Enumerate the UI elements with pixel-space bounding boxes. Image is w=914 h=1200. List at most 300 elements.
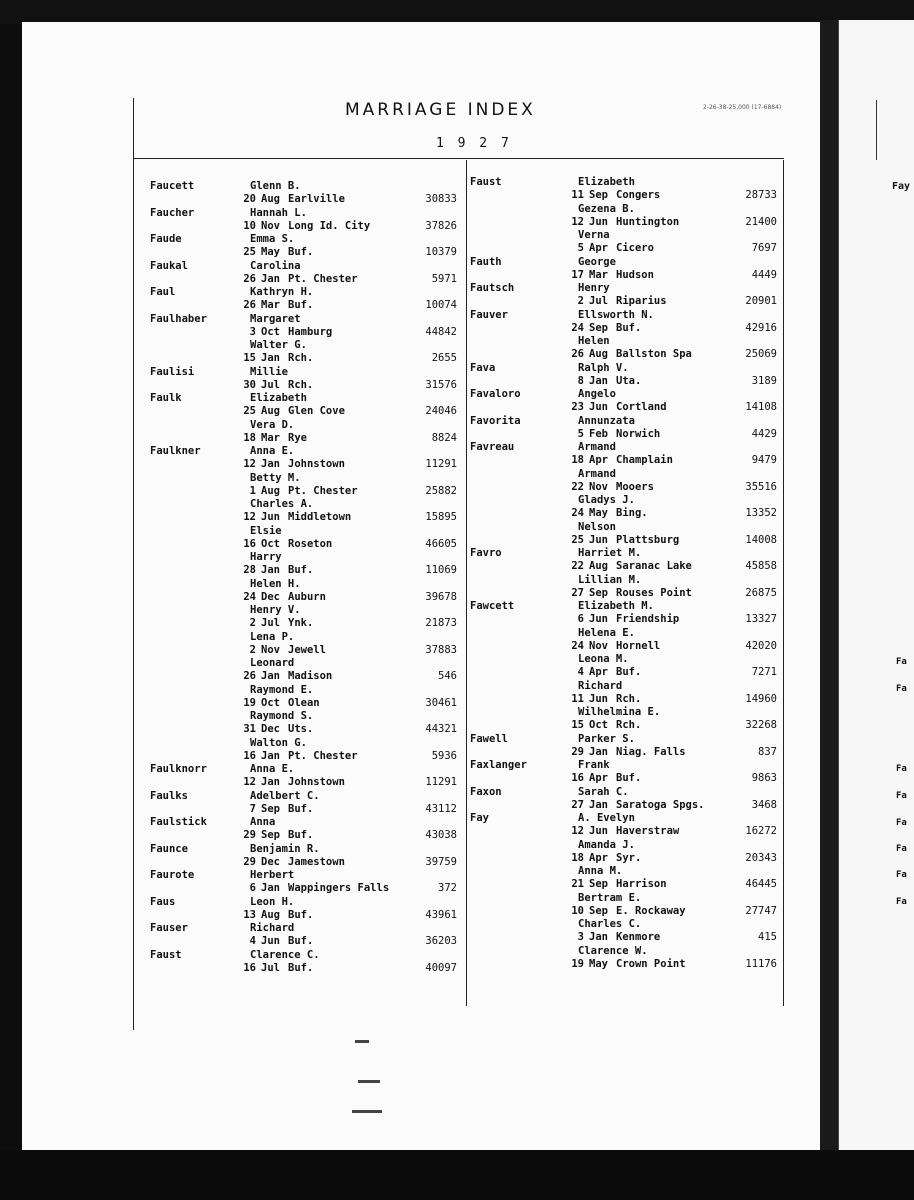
entry-day: 26 bbox=[571, 348, 584, 360]
entry-surname: Faus bbox=[150, 895, 176, 908]
entry-number: 39678 bbox=[425, 590, 457, 603]
scan-top-border bbox=[0, 0, 914, 24]
entry-month: Apr bbox=[589, 242, 608, 254]
entry-place: Crown Point bbox=[616, 957, 686, 970]
next-page-heading: Fay bbox=[892, 181, 911, 192]
index-year: 1 9 2 7 bbox=[436, 136, 512, 151]
entry-place: Kenmore bbox=[616, 931, 661, 943]
entry-place: E. Rockaway bbox=[616, 904, 686, 917]
entry-given-name: Margaret bbox=[250, 312, 301, 325]
entry-day: 12 bbox=[243, 511, 256, 523]
entry-surname: Faulk bbox=[150, 392, 182, 404]
entry-given-name: Benjamin R. bbox=[250, 842, 320, 855]
entry-number: 26875 bbox=[745, 586, 777, 599]
entry-place: Buf. bbox=[288, 802, 314, 815]
entry-place: Norwich bbox=[616, 427, 661, 440]
entry-number: 4429 bbox=[751, 427, 777, 440]
entry-number: 13327 bbox=[745, 613, 777, 625]
entry-day: 29 bbox=[243, 829, 256, 841]
entry-month: Jan bbox=[589, 798, 608, 811]
entry-number: 43112 bbox=[425, 802, 457, 815]
entry-surname: Faulknorr bbox=[150, 763, 207, 775]
entry-place: Pt. Chester bbox=[288, 272, 358, 285]
entry-given-name: Raymond E. bbox=[250, 683, 314, 696]
entry-month: Dec bbox=[261, 855, 280, 868]
entry-given-name: Lena P. bbox=[250, 630, 295, 643]
entry-number: 3189 bbox=[751, 374, 777, 387]
entry-given-name: Millie bbox=[250, 365, 288, 378]
entry-month: Jul bbox=[261, 617, 280, 629]
entry-month: Jan bbox=[589, 374, 608, 387]
entry-day: 25 bbox=[243, 405, 256, 417]
entry-given-name: Elizabeth bbox=[578, 176, 635, 188]
entry-month: Aug bbox=[589, 560, 608, 572]
entry-day: 2 bbox=[249, 617, 256, 629]
entry-given-name: Anna M. bbox=[578, 865, 623, 877]
entry-surname: Faucher bbox=[150, 206, 195, 219]
entry-surname: Faukal bbox=[150, 259, 188, 272]
entry-day: 11 bbox=[571, 189, 584, 201]
entry-given-name: Harriet M. bbox=[578, 547, 642, 559]
entry-place: Ynk. bbox=[288, 617, 314, 629]
entry-day: 19 bbox=[571, 957, 584, 970]
entry-day: 19 bbox=[243, 696, 256, 709]
entry-place: Buf. bbox=[288, 908, 314, 921]
page-title: MARRIAGE INDEX bbox=[345, 100, 536, 120]
entry-place: Buf. bbox=[616, 666, 642, 678]
entry-day: 6 bbox=[249, 882, 256, 894]
entry-place: Plattsburg bbox=[616, 533, 680, 546]
entry-day: 1 bbox=[249, 484, 256, 497]
entry-given-name: Vera D. bbox=[250, 418, 295, 431]
entry-surname: Fawcett bbox=[470, 600, 515, 612]
entry-given-name: Anna E. bbox=[250, 763, 295, 775]
entry-day: 12 bbox=[571, 215, 584, 228]
entry-month: May bbox=[261, 246, 280, 258]
entry-given-name: Armand bbox=[578, 467, 616, 480]
entry-month: Aug bbox=[261, 908, 280, 921]
entry-given-name: Leona M. bbox=[578, 653, 629, 665]
entry-month: Nov bbox=[589, 639, 608, 652]
entry-given-name: Leonard bbox=[250, 657, 295, 669]
entry-given-name: Emma S. bbox=[250, 233, 295, 245]
entry-number: 37883 bbox=[425, 643, 457, 656]
entry-day: 5 bbox=[577, 242, 584, 254]
entry-surname: Faulkner bbox=[150, 445, 201, 457]
entry-place: Riparius bbox=[616, 295, 667, 307]
entry-place: Rch. bbox=[288, 378, 314, 391]
entry-surname: Faurote bbox=[150, 869, 195, 881]
entry-given-name: George bbox=[578, 255, 616, 268]
entry-surname: Fautsch bbox=[470, 282, 515, 294]
entry-month: Jun bbox=[589, 825, 608, 837]
next-page-fragment: Fa bbox=[896, 897, 907, 907]
entry-month: Jan bbox=[261, 776, 280, 788]
entry-number: 36203 bbox=[425, 935, 457, 947]
entry-given-name: Clarence C. bbox=[250, 948, 320, 961]
entry-number: 43961 bbox=[425, 908, 457, 921]
entry-given-name: Kathryn H. bbox=[250, 286, 314, 298]
entry-surname: Faulhaber bbox=[150, 312, 207, 325]
entry-number: 21873 bbox=[425, 617, 457, 629]
entry-month: Sep bbox=[589, 878, 608, 890]
entry-day: 29 bbox=[243, 855, 256, 868]
entry-month: May bbox=[589, 957, 608, 970]
entry-day: 18 bbox=[571, 454, 584, 466]
entry-month: Oct bbox=[261, 537, 280, 550]
entry-month: Mar bbox=[261, 431, 280, 444]
entry-number: 30833 bbox=[425, 193, 457, 205]
scan-smudge bbox=[352, 1110, 382, 1113]
entry-number: 44321 bbox=[425, 723, 457, 735]
next-page-fragment: Fa bbox=[896, 844, 907, 854]
entry-number: 24046 bbox=[425, 405, 457, 417]
entry-day: 27 bbox=[571, 586, 584, 599]
entry-place: Friendship bbox=[616, 613, 680, 625]
entry-month: Jan bbox=[261, 272, 280, 285]
entry-place: Johnstown bbox=[288, 776, 345, 788]
entry-surname: Fawell bbox=[470, 732, 508, 745]
entry-month: Nov bbox=[261, 219, 280, 232]
entry-surname: Fauser bbox=[150, 922, 188, 934]
entry-day: 18 bbox=[571, 851, 584, 864]
entry-number: 372 bbox=[438, 882, 457, 894]
entry-number: 14960 bbox=[745, 692, 777, 705]
entry-given-name: Anna E. bbox=[250, 445, 295, 457]
entry-given-name: Helena E. bbox=[578, 626, 635, 639]
entry-given-name: Carolina bbox=[250, 259, 301, 272]
entry-month: Apr bbox=[589, 851, 608, 864]
entry-place: Rch. bbox=[288, 352, 314, 364]
entry-place: Madison bbox=[288, 670, 333, 682]
entry-day: 16 bbox=[243, 749, 256, 762]
entry-number: 20901 bbox=[745, 295, 777, 307]
entry-given-name: Annunzata bbox=[578, 414, 635, 427]
entry-month: Jun bbox=[589, 215, 608, 228]
next-page-fragment: Fa bbox=[896, 791, 907, 801]
entry-day: 17 bbox=[571, 268, 584, 281]
entry-given-name: Walton G. bbox=[250, 736, 307, 749]
entry-month: Feb bbox=[589, 427, 608, 440]
entry-month: Jan bbox=[589, 931, 608, 943]
entry-day: 15 bbox=[571, 719, 584, 731]
entry-day: 12 bbox=[243, 458, 256, 470]
entry-place: Haverstraw bbox=[616, 825, 680, 837]
entry-place: Saranac Lake bbox=[616, 560, 692, 572]
next-page-fragment: Fa bbox=[896, 764, 907, 774]
next-page-rule bbox=[876, 100, 877, 160]
entry-given-name: Betty M. bbox=[250, 471, 301, 484]
entry-month: Sep bbox=[589, 321, 608, 334]
entry-number: 13352 bbox=[745, 507, 777, 519]
entry-month: Jun bbox=[589, 613, 608, 625]
entry-day: 26 bbox=[243, 299, 256, 311]
entry-month: Aug bbox=[261, 405, 280, 417]
entry-number: 9863 bbox=[751, 772, 777, 784]
entry-place: Cicero bbox=[616, 242, 654, 254]
entry-day: 18 bbox=[243, 431, 256, 444]
entry-day: 4 bbox=[577, 666, 584, 678]
entry-given-name: Armand bbox=[578, 441, 616, 453]
entry-place: Long Id. City bbox=[288, 219, 371, 232]
entry-day: 6 bbox=[577, 613, 584, 625]
entry-place: Jewell bbox=[288, 643, 326, 656]
entry-day: 28 bbox=[243, 564, 256, 576]
entry-surname: Fay bbox=[470, 812, 489, 824]
next-page-fragment: Fa bbox=[896, 657, 907, 667]
entry-surname: Favaloro bbox=[470, 388, 521, 400]
entry-month: Jan bbox=[261, 352, 280, 364]
entry-month: Jul bbox=[589, 295, 608, 307]
entry-given-name: Richard bbox=[578, 679, 623, 692]
entry-number: 11176 bbox=[745, 957, 777, 970]
entry-month: Mar bbox=[261, 299, 280, 311]
entry-place: Buf. bbox=[616, 321, 642, 334]
entry-number: 2655 bbox=[431, 352, 457, 364]
form-code: 2-26-38-25,000 (17-6884) bbox=[703, 104, 782, 111]
entry-given-name: Elizabeth bbox=[250, 392, 307, 404]
entry-month: Oct bbox=[261, 696, 280, 709]
entry-given-name: Harry bbox=[250, 551, 282, 563]
entry-number: 8824 bbox=[431, 431, 457, 444]
entry-month: May bbox=[589, 507, 608, 519]
entry-surname: Faulisi bbox=[150, 365, 195, 378]
entry-day: 13 bbox=[243, 908, 256, 921]
entry-given-name: Nelson bbox=[578, 520, 616, 533]
entry-place: Mooers bbox=[616, 480, 654, 493]
entry-month: Jun bbox=[261, 935, 280, 947]
entry-month: Apr bbox=[589, 454, 608, 466]
entry-number: 5971 bbox=[431, 272, 457, 285]
entry-month: Apr bbox=[589, 772, 608, 784]
entry-day: 24 bbox=[571, 321, 584, 334]
entry-month: Oct bbox=[261, 325, 280, 338]
entry-surname: Faulstick bbox=[150, 816, 207, 828]
entry-given-name: Gezena B. bbox=[578, 202, 635, 215]
entry-day: 8 bbox=[577, 374, 584, 387]
entry-place: Hudson bbox=[616, 268, 654, 281]
header-rule bbox=[133, 158, 784, 159]
entry-surname: Faust bbox=[470, 176, 502, 188]
entry-month: Apr bbox=[589, 666, 608, 678]
entry-number: 28733 bbox=[745, 189, 777, 201]
entry-place: Congers bbox=[616, 189, 661, 201]
entry-number: 35516 bbox=[745, 480, 777, 493]
entry-place: Earlville bbox=[288, 193, 345, 205]
entry-month: Jan bbox=[261, 458, 280, 470]
entry-place: Buf. bbox=[288, 829, 314, 841]
entry-month: Sep bbox=[589, 586, 608, 599]
entry-place: Buf. bbox=[616, 772, 642, 784]
entry-given-name: Helen H. bbox=[250, 577, 301, 590]
entry-given-name: Anna bbox=[250, 816, 276, 828]
entry-day: 16 bbox=[243, 961, 256, 974]
entry-given-name: Bertram E. bbox=[578, 891, 642, 904]
entry-place: Hornell bbox=[616, 639, 661, 652]
entry-month: Jun bbox=[589, 692, 608, 705]
entry-day: 30 bbox=[243, 378, 256, 391]
entry-place: Jamestown bbox=[288, 855, 345, 868]
entry-place: Buf. bbox=[288, 564, 314, 576]
entry-day: 24 bbox=[571, 639, 584, 652]
entry-given-name: Lillian M. bbox=[578, 573, 642, 586]
entry-number: 21400 bbox=[745, 215, 777, 228]
entry-number: 546 bbox=[438, 670, 457, 682]
entry-day: 29 bbox=[571, 745, 584, 758]
entry-surname: Faxlanger bbox=[470, 759, 527, 771]
entry-number: 46445 bbox=[745, 878, 777, 890]
entry-given-name: Sarah C. bbox=[578, 785, 629, 798]
entry-number: 11069 bbox=[425, 564, 457, 576]
entry-number: 46605 bbox=[425, 537, 457, 550]
entry-given-name: Charles C. bbox=[578, 918, 642, 930]
entry-month: Jul bbox=[261, 961, 280, 974]
entry-month: Sep bbox=[589, 904, 608, 917]
entry-surname: Fauth bbox=[470, 255, 502, 268]
entry-given-name: Walter G. bbox=[250, 339, 307, 351]
entry-day: 21 bbox=[571, 878, 584, 890]
entry-place: Saratoga Spgs. bbox=[616, 798, 705, 811]
entry-day: 7 bbox=[249, 802, 256, 815]
entry-given-name: Angelo bbox=[578, 388, 616, 400]
entry-number: 3468 bbox=[751, 798, 777, 811]
entry-number: 7271 bbox=[751, 666, 777, 678]
entry-given-name: Glenn B. bbox=[250, 180, 301, 192]
entry-place: Johnstown bbox=[288, 458, 345, 470]
entry-number: 42916 bbox=[745, 321, 777, 334]
entry-month: Aug bbox=[261, 484, 280, 497]
entry-number: 27747 bbox=[745, 904, 777, 917]
entry-place: Uta. bbox=[616, 374, 642, 387]
entry-place: Hamburg bbox=[288, 325, 333, 338]
entry-number: 10379 bbox=[425, 246, 457, 258]
entry-number: 14108 bbox=[745, 401, 777, 413]
entry-place: Buf. bbox=[288, 299, 314, 311]
entry-day: 25 bbox=[571, 533, 584, 546]
entry-place: Rch. bbox=[616, 719, 642, 731]
entry-surname: Faucett bbox=[150, 180, 195, 192]
entry-place: Pt. Chester bbox=[288, 749, 358, 762]
next-page-fragment: Fa bbox=[896, 818, 907, 828]
entry-number: 39759 bbox=[425, 855, 457, 868]
entry-number: 30461 bbox=[425, 696, 457, 709]
entry-given-name: Wilhelmina E. bbox=[578, 706, 661, 718]
entry-given-name: Henry bbox=[578, 282, 610, 294]
entry-place: Buf. bbox=[288, 935, 314, 947]
entry-place: Bing. bbox=[616, 507, 648, 519]
entry-number: 837 bbox=[758, 745, 777, 758]
entry-surname: Fava bbox=[470, 361, 496, 374]
entry-given-name: Richard bbox=[250, 922, 295, 934]
entry-day: 4 bbox=[249, 935, 256, 947]
entry-number: 16272 bbox=[745, 825, 777, 837]
entry-place: Ballston Spa bbox=[616, 348, 692, 360]
entry-number: 15895 bbox=[425, 511, 457, 523]
entry-given-name: Hannah L. bbox=[250, 206, 307, 219]
entry-number: 415 bbox=[758, 931, 777, 943]
entry-number: 42020 bbox=[745, 639, 777, 652]
entry-month: Nov bbox=[589, 480, 608, 493]
entry-day: 15 bbox=[243, 352, 256, 364]
entry-number: 32268 bbox=[745, 719, 777, 731]
entry-surname: Faunce bbox=[150, 842, 188, 855]
entry-month: Sep bbox=[589, 189, 608, 201]
entry-place: Rye bbox=[288, 431, 307, 444]
entry-day: 12 bbox=[571, 825, 584, 837]
entry-month: Oct bbox=[589, 719, 608, 731]
entry-given-name: Amanda J. bbox=[578, 838, 635, 851]
entry-number: 20343 bbox=[745, 851, 777, 864]
entry-given-name: Charles A. bbox=[250, 498, 314, 510]
entry-given-name: Herbert bbox=[250, 869, 295, 881]
entry-place: Niag. Falls bbox=[616, 745, 686, 758]
index-page bbox=[22, 22, 820, 1150]
entry-number: 9479 bbox=[751, 454, 777, 466]
entry-day: 24 bbox=[571, 507, 584, 519]
column-divider bbox=[466, 160, 467, 1006]
entry-given-name: Raymond S. bbox=[250, 710, 314, 722]
entry-place: Cortland bbox=[616, 401, 667, 413]
entry-number: 37826 bbox=[425, 219, 457, 232]
entry-month: Jan bbox=[261, 670, 280, 682]
entry-day: 16 bbox=[571, 772, 584, 784]
entry-surname: Favro bbox=[470, 547, 502, 559]
entry-given-name: A. Evelyn bbox=[578, 812, 635, 824]
entry-place: Buf. bbox=[288, 961, 314, 974]
entry-number: 10074 bbox=[425, 299, 457, 311]
entry-number: 45858 bbox=[745, 560, 777, 572]
entry-number: 11291 bbox=[425, 776, 457, 788]
entry-day: 5 bbox=[577, 427, 584, 440]
entry-given-name: Clarence W. bbox=[578, 944, 648, 957]
scan-smudge bbox=[358, 1080, 380, 1083]
entry-place: Syr. bbox=[616, 851, 642, 864]
left-margin-rule bbox=[133, 98, 134, 1030]
entry-day: 31 bbox=[243, 723, 256, 735]
entry-day: 25 bbox=[243, 246, 256, 258]
entry-place: Wappingers Falls bbox=[288, 882, 390, 894]
entry-number: 7697 bbox=[751, 242, 777, 254]
entry-given-name: Gladys J. bbox=[578, 494, 635, 506]
entry-surname: Faust bbox=[150, 948, 182, 961]
entry-place: Pt. Chester bbox=[288, 484, 358, 497]
entry-place: Huntington bbox=[616, 215, 680, 228]
entry-given-name: Elsie bbox=[250, 524, 282, 537]
entry-number: 25882 bbox=[425, 484, 457, 497]
entry-day: 2 bbox=[249, 643, 256, 656]
entry-month: Nov bbox=[261, 643, 280, 656]
entry-number: 40097 bbox=[425, 961, 457, 974]
entry-month: Jun bbox=[589, 533, 608, 546]
entry-place: Middletown bbox=[288, 511, 352, 523]
entry-month: Sep bbox=[261, 802, 280, 815]
entry-given-name: Leon H. bbox=[250, 895, 295, 908]
entry-number: 5936 bbox=[431, 749, 457, 762]
right-column-rule bbox=[783, 160, 784, 1006]
entry-month: Jan bbox=[261, 749, 280, 762]
entry-place: Rch. bbox=[616, 692, 642, 705]
scan-bottom-border bbox=[0, 1150, 914, 1200]
entry-given-name: Parker S. bbox=[578, 732, 635, 745]
entry-day: 22 bbox=[571, 480, 584, 493]
entry-month: Sep bbox=[261, 829, 280, 841]
next-page-fragment: Fa bbox=[896, 870, 907, 880]
entry-surname: Faxon bbox=[470, 785, 502, 798]
entry-number: 25069 bbox=[745, 348, 777, 360]
entry-number: 4449 bbox=[751, 268, 777, 281]
entry-surname: Favreau bbox=[470, 441, 515, 453]
entry-given-name: Frank bbox=[578, 759, 610, 771]
